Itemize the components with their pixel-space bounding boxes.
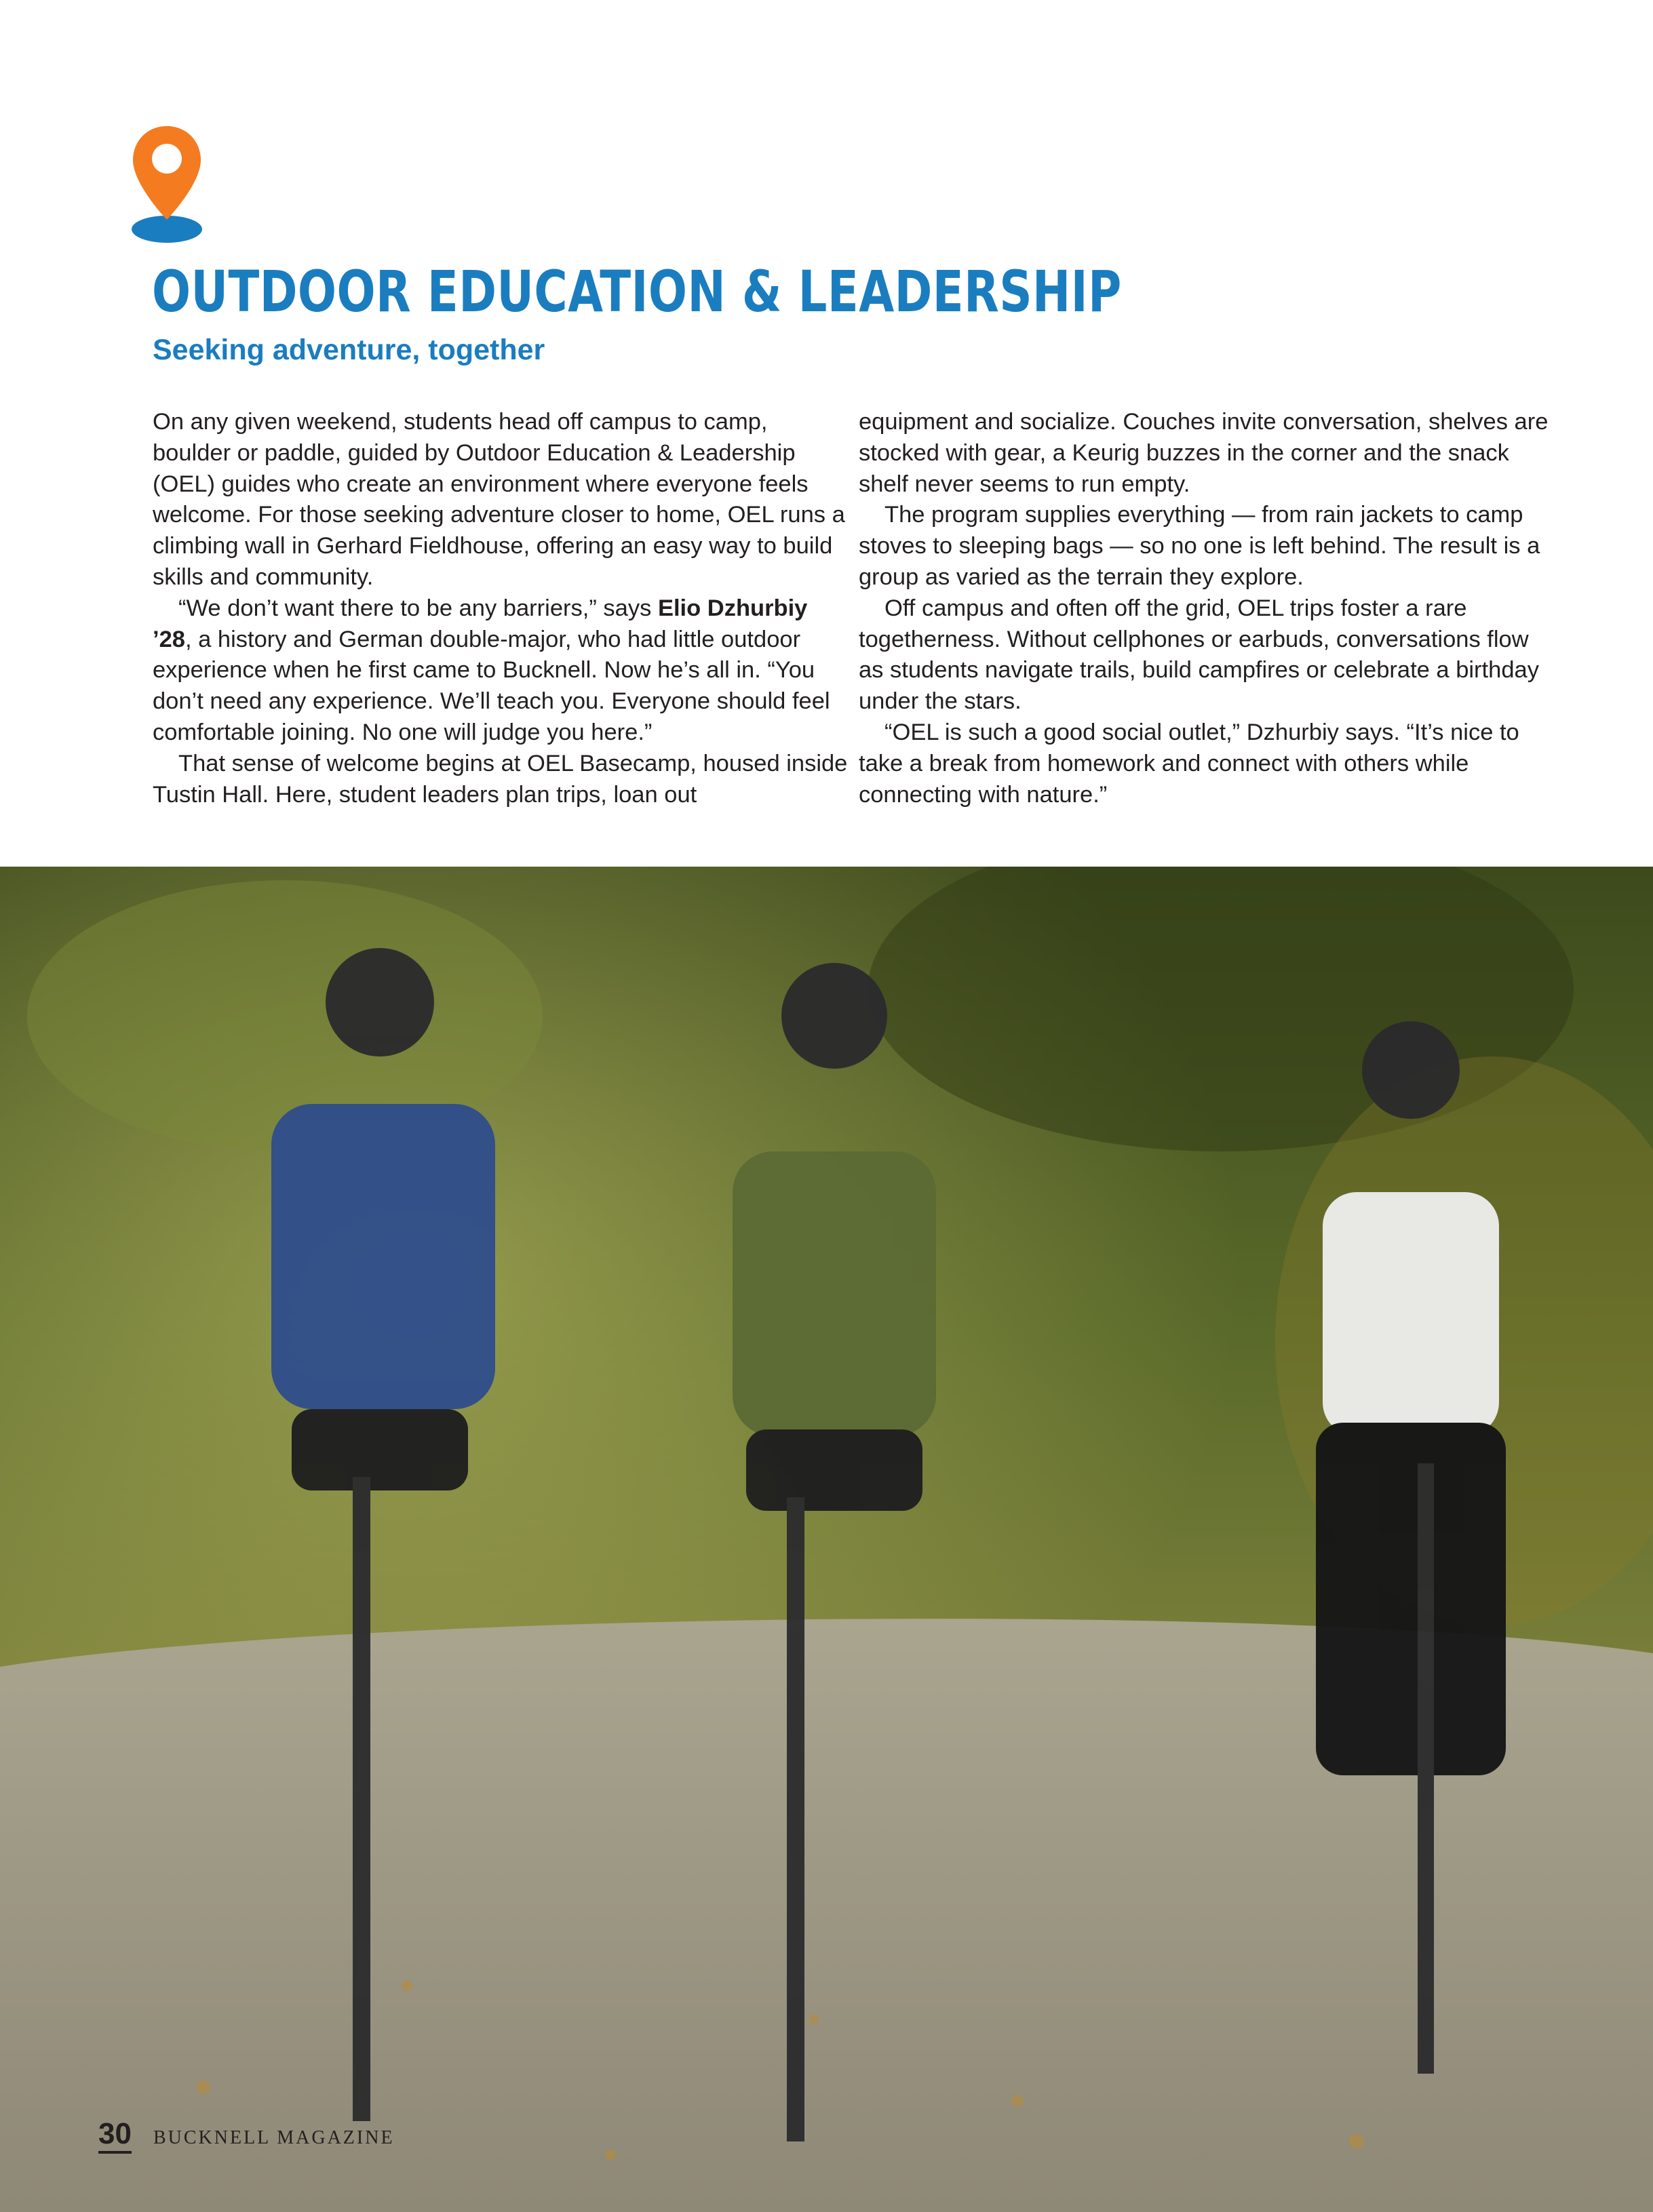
person-name: Elio Dzhurbiy ’28 xyxy=(153,595,808,652)
body-paragraph xyxy=(153,593,851,749)
body-column-right xyxy=(859,407,1557,810)
body-text: , a history and German double-major, who had little outdoor experience when he first came to Bucknell. Now he’s all in. “You don’t need any experience. We’ll teach you. Everyone should feel comfortable joining. No one will judge you here.” xyxy=(153,626,830,745)
body-text: “We don’t want there to be any barriers,” says xyxy=(178,595,658,621)
body-paragraph: On any given weekend, students head off campus to camp, boulder or paddle, guided by Outdoor Education & Leadership (OEL) guides who create an environment where everyone feels welcome. For those seeking adventure closer to home, OEL runs a climbing wall in Gerhard Fieldhouse, offering an easy way to build skills and community. xyxy=(153,409,845,590)
body-paragraph: Off campus and often off the grid, OEL trips foster a rare togetherness. Without cellphones or earbuds, conversations flow as students navigate trails, build campfires or celebrate a birthday under the stars. xyxy=(859,595,1539,715)
body-paragraph: The program supplies everything — from rain jackets to camp stoves to sleeping bags — so no one is left behind. The result is a group as varied as the terrain they explore. xyxy=(859,502,1540,590)
article-subhead: Seeking adventure, together xyxy=(153,334,545,366)
cyclists-photo xyxy=(0,867,1653,2212)
page-footer xyxy=(98,2118,395,2154)
page-number: 30 xyxy=(98,2118,132,2154)
body-paragraph: equipment and socialize. Couches invite conversation, shelves are stocked with gear, a Keurig buzzes in the corner and the snack shelf never seems to run empty. xyxy=(859,409,1549,497)
article-headline: OUTDOOR EDUCATION & LEADERSHIP xyxy=(152,258,1122,325)
magazine-name: BUCKNELL MAGAZINE xyxy=(153,2127,395,2148)
body-column-left xyxy=(153,407,851,810)
map-pin-icon xyxy=(130,123,203,245)
body-paragraph: That sense of welcome begins at OEL Basecamp, housed inside Tustin Hall. Here, student leaders plan trips, loan out xyxy=(153,750,848,808)
body-paragraph: “OEL is such a good social outlet,” Dzhurbiy says. “It’s nice to take a break from homework and connect with others while connecting with nature.” xyxy=(859,719,1519,808)
